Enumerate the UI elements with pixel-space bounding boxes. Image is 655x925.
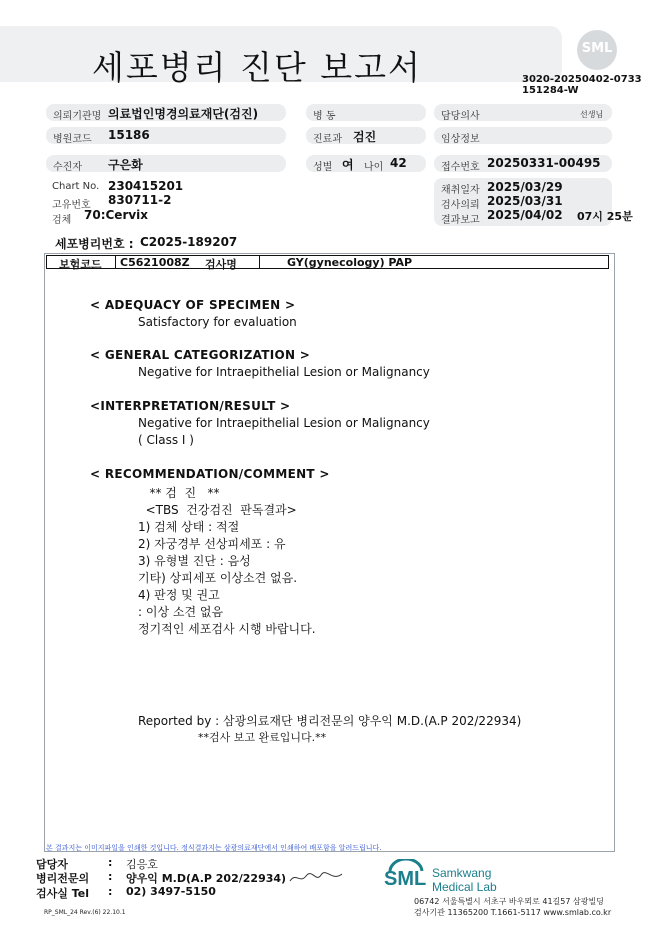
lab-address: 06742 서울특별시 서초구 바우뫼로 41길57 삼광빌딩: [414, 897, 604, 906]
institution-label: 의뢰기관명: [53, 111, 102, 122]
result-time: 07시 25분: [577, 210, 633, 223]
result-label: 결과보고: [441, 215, 480, 226]
collect-label: 채취일자: [441, 185, 480, 196]
chart-label: Chart No.: [52, 181, 100, 192]
unique-label: 고유번호: [52, 200, 91, 211]
doc-code-1: 3020-20250402-0733: [522, 74, 642, 85]
dept-value: 검진: [353, 130, 377, 144]
print-notice: 본 결과지는 이미지파일을 인쇄한 것입니다. 정식결과지는 삼광의료재단에서 인쇄하여 배포함을 알려드립니다.: [46, 844, 382, 852]
comment-line: ** 검 진 **: [138, 486, 220, 500]
pathologist-colon: :: [108, 870, 113, 883]
chart-value: 230415201: [108, 179, 184, 193]
recommend-title: < RECOMMENDATION/COMMENT >: [90, 467, 330, 481]
sml-badge-icon: [577, 30, 617, 70]
comment-line: 기타) 상피세포 이상소견 없음.: [138, 571, 298, 585]
patient-field: [46, 155, 286, 172]
specimen-label: 검체: [52, 215, 72, 226]
reported-by: Reported by : 삼광의료재단 병리전문의 양우익 M.D.(A.P 202/22934): [138, 714, 522, 728]
unique-value: 830711-2: [108, 193, 172, 207]
pathology-no-label: 세포병리번호 :: [55, 237, 134, 251]
insurance-bar: [46, 255, 609, 269]
request-label: 검사의뢰: [441, 200, 480, 211]
sml-logo-text: SML: [384, 868, 427, 890]
pathologist-value: 양우익 M.D(A.P 202/22934): [126, 872, 287, 885]
insurance-divider-1: [115, 256, 116, 268]
report-complete: **검사 보고 완료입니다.**: [198, 731, 327, 744]
sex-label: 성별: [313, 162, 333, 173]
manager-colon: :: [108, 856, 113, 869]
tel-label: 검사실 Tel: [36, 887, 89, 900]
interp-class: ( Class I ): [138, 433, 194, 447]
adequacy-title: < ADEQUACY OF SPECIMEN >: [90, 298, 296, 312]
comment-line: 1) 검체 상태 : 적절: [138, 520, 240, 534]
hospital-code-label: 병원코드: [53, 134, 92, 145]
test-name-label: 검사명: [205, 258, 237, 271]
interp-title: <INTERPRETATION/RESULT >: [90, 399, 291, 413]
lab-name-1: Samkwang: [432, 866, 492, 880]
insurance-code-value: C5621008Z: [120, 256, 190, 269]
manager-label: 담당자: [36, 858, 68, 871]
insurance-code-label: 보험코드: [59, 258, 102, 271]
request-value: 2025/03/31: [487, 194, 563, 208]
signature-icon: [288, 870, 344, 889]
lab-address-2: 검사기관 11365200 T.1661-5117 www.smlab.co.kr: [414, 908, 612, 917]
doc-code-2: 151284-W: [522, 85, 579, 96]
age-value: 42: [390, 156, 407, 170]
insurance-divider-2: [259, 256, 260, 268]
pathology-no-value: C2025-189207: [140, 235, 238, 249]
sml-badge-text: SML: [581, 41, 613, 56]
lab-name-2: Medical Lab: [432, 880, 497, 894]
age-label: 나이: [364, 162, 384, 173]
manager-value: 김응호: [126, 858, 158, 871]
receipt-value: 20250331-00495: [487, 156, 601, 170]
general-text: Negative for Intraepithelial Lesion or Malignancy: [138, 365, 430, 379]
result-value: 2025/04/02: [487, 208, 563, 222]
doctor-value: 선생님: [580, 110, 604, 119]
dept-label: 진료과: [313, 134, 342, 145]
report-title: 세포병리 진단 보고서: [92, 48, 422, 87]
adequacy-text: Satisfactory for evaluation: [138, 315, 297, 329]
comment-line: <TBS 건강검진 판독결과>: [138, 503, 297, 517]
specimen-value: 70:Cervix: [84, 208, 149, 222]
report-frame: [44, 253, 615, 852]
ward-label: 병 동: [313, 111, 336, 122]
tel-colon: :: [108, 885, 113, 898]
general-title: < GENERAL CATEGORIZATION >: [90, 348, 311, 362]
sex-value: 여: [342, 158, 354, 172]
form-code: RP_SML_24 Rev.(6) 22.10.1: [44, 909, 126, 916]
pathologist-label: 병리전문의: [36, 872, 90, 885]
hospital-code-value: 15186: [108, 128, 150, 142]
institution-value: 의료법인명경의료재단(검진): [108, 107, 259, 121]
comment-line: : 이상 소견 없음: [138, 605, 224, 619]
clinical-label: 임상정보: [441, 134, 480, 145]
receipt-label: 접수번호: [441, 162, 480, 173]
tel-value: 02) 3497-5150: [126, 885, 216, 898]
comment-line: 정기적인 세포검사 시행 바랍니다.: [138, 622, 316, 636]
patient-value: 구은화: [108, 158, 143, 172]
doctor-label: 담당의사: [441, 111, 480, 122]
comment-line: 3) 유형별 진단 : 음성: [138, 554, 251, 568]
comment-line: 2) 자궁경부 선상피세포 : 유: [138, 537, 286, 551]
comment-line: 4) 판정 및 권고: [138, 588, 220, 602]
patient-label: 수진자: [53, 162, 82, 173]
interp-text: Negative for Intraepithelial Lesion or Malignancy: [138, 416, 430, 430]
test-name-value: GY(gynecology) PAP: [287, 256, 413, 269]
collect-value: 2025/03/29: [487, 180, 563, 194]
